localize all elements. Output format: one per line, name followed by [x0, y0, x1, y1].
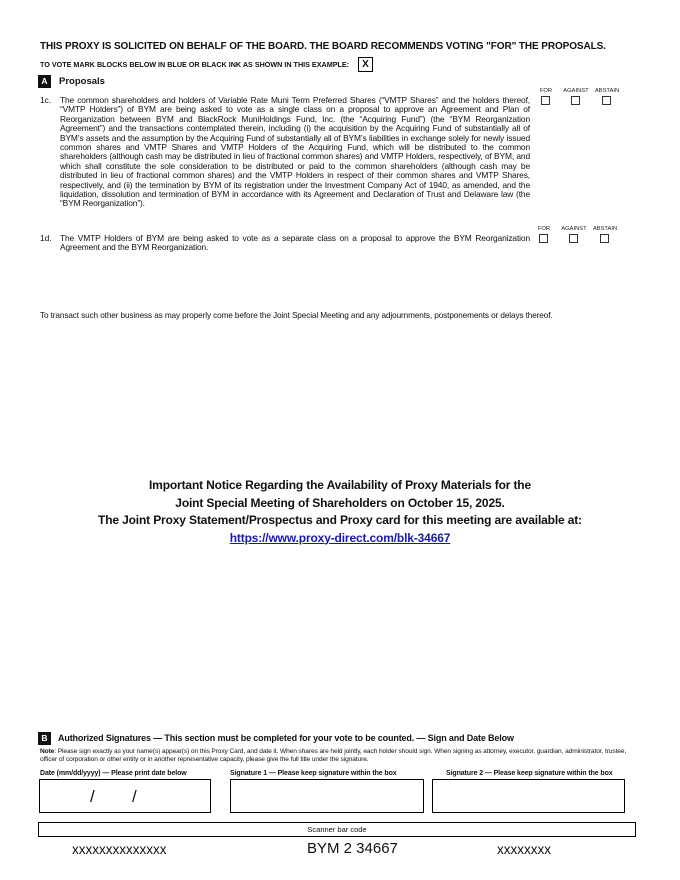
proposal-1c-against-checkbox[interactable] [571, 96, 580, 105]
signature-note [40, 748, 630, 763]
date-field-label: Date (mm/dd/yyyy) — Please print date below [40, 770, 187, 777]
date-separator: / [90, 787, 95, 806]
notice-line-3: The Joint Proxy Statement/Prospectus and Proxy card for this meeting are available at: [98, 513, 582, 527]
important-notice [60, 477, 620, 547]
vote-header-abstain: ABSTAIN [592, 226, 618, 232]
proposal-1d-against-checkbox[interactable] [569, 234, 578, 243]
note-text: : Please sign exactly as your name(s) appear(s) on this Proxy Card, and date it. When shares are held jointly, each holder should sign. When signing as attorney, executor, guardian, administrator, trustee, officer of corporation or other entity or in another representative capacity, please give the full title under the signature. [40, 748, 627, 763]
vote-header-against: AGAINST [561, 226, 587, 232]
proposal-1d-abstain-checkbox[interactable] [600, 234, 609, 243]
notice-line-1: Important Notice Regarding the Availability of Proxy Materials for the [148, 478, 531, 492]
vote-header-for: FOR [537, 226, 551, 232]
fund-code: BYM 2 34667 [307, 840, 398, 857]
vote-header-for: FOR [539, 88, 553, 94]
proposal-1c-abstain-checkbox[interactable] [602, 96, 611, 105]
signature-1-box[interactable] [230, 779, 424, 813]
proposal-1d-for-checkbox[interactable] [539, 234, 548, 243]
date-separator: / [132, 787, 137, 806]
section-b-title: Authorized Signatures — This section must be completed for your vote to be counted. — Sign and Date Below [58, 733, 514, 743]
signature-2-label: Signature 2 — Please keep signature within the box [446, 770, 613, 777]
proposal-1d-text: The VMTP Holders of BYM are being asked to vote as a separate class on a proposal to approve the BYM Reorganization Agreement and the BYM Reorganization. [60, 233, 530, 253]
proxy-solicitation-title: THIS PROXY IS SOLICITED ON BEHALF OF THE BOARD. THE BOARD RECOMMENDS VOTING "FOR" THE PROPOSALS. [40, 41, 606, 52]
proposal-1d-number: 1d. [40, 233, 52, 243]
section-a-badge: A [38, 75, 51, 88]
notice-line-2: Joint Special Meeting of Shareholders on October 15, 2025. [175, 495, 505, 510]
signature-1-label: Signature 1 — Please keep signature within the box [230, 770, 397, 777]
date-input-box[interactable] [39, 779, 211, 813]
vote-header-against: AGAINST [563, 88, 589, 94]
proxy-materials-link[interactable]: https://www.proxy-direct.com/blk-34667 [229, 530, 451, 545]
proposal-1c-for-checkbox[interactable] [541, 96, 550, 105]
marking-instruction: TO VOTE MARK BLOCKS BELOW IN BLUE OR BLACK INK AS SHOWN IN THIS EXAMPLE: [40, 60, 350, 69]
section-a-title: Proposals [59, 76, 105, 87]
example-mark-box: X [358, 57, 373, 72]
right-code: xxxxxxxx [497, 842, 551, 857]
vote-header-abstain: ABSTAIN [594, 88, 620, 94]
scanner-bar-code: Scanner bar code [38, 822, 636, 837]
proposal-1c-number: 1c. [40, 95, 52, 105]
other-business-text: To transact such other business as may properly come before the Joint Special Meeting and any adjournments, postponements or delays thereof. [40, 311, 553, 320]
signature-2-box[interactable] [432, 779, 625, 813]
left-code: xxxxxxxxxxxxxx [72, 842, 167, 857]
section-b-badge: B [38, 732, 51, 745]
note-label: Note [40, 748, 55, 755]
proposal-1c-text: The common shareholders and holders of Variable Rate Muni Term Preferred Shares (“VMTP Shares” and the holders thereof, “VMTP Holders”) of BYM are being asked to vote as a single class on a proposal to approve an Agreement and Plan of Reorganization between BYM and BlackRock MuniHoldings Fund, Inc. (the “Acquiring Fund”) (the “BYM Reorganization Agreement”) and the transactions contemplated therein, including (i) the acquisition by the Acquiring Fund of substantially all of BYM’s assets and the assumption by the Acquiring Fund of substantially all of BYM’s liabilities in exchange solely for newly issued common shares and VMTP Shares and VMTP Holders of the Acquiring Fund, which will be distributed to the common shareholders (although cash may be distributed in lieu of fractional common shares) and VMTP Holders, respectively, of BYM, and which shall constitute the sole consideration to be distributed or paid to the common shareholders (although cash may be distributed in lieu of fractional common shares) and the VMTP Holders in respect of their common shares and VMTP Shares, respectively, and (ii) the termination by BYM of its registration under the Investment Company Act of 1940, as amended, and the liquidation, dissolution and termination of BYM in accordance with its Agreement and Declaration of Trust and Delaware law (the “BYM Reorganization”). [60, 95, 530, 209]
